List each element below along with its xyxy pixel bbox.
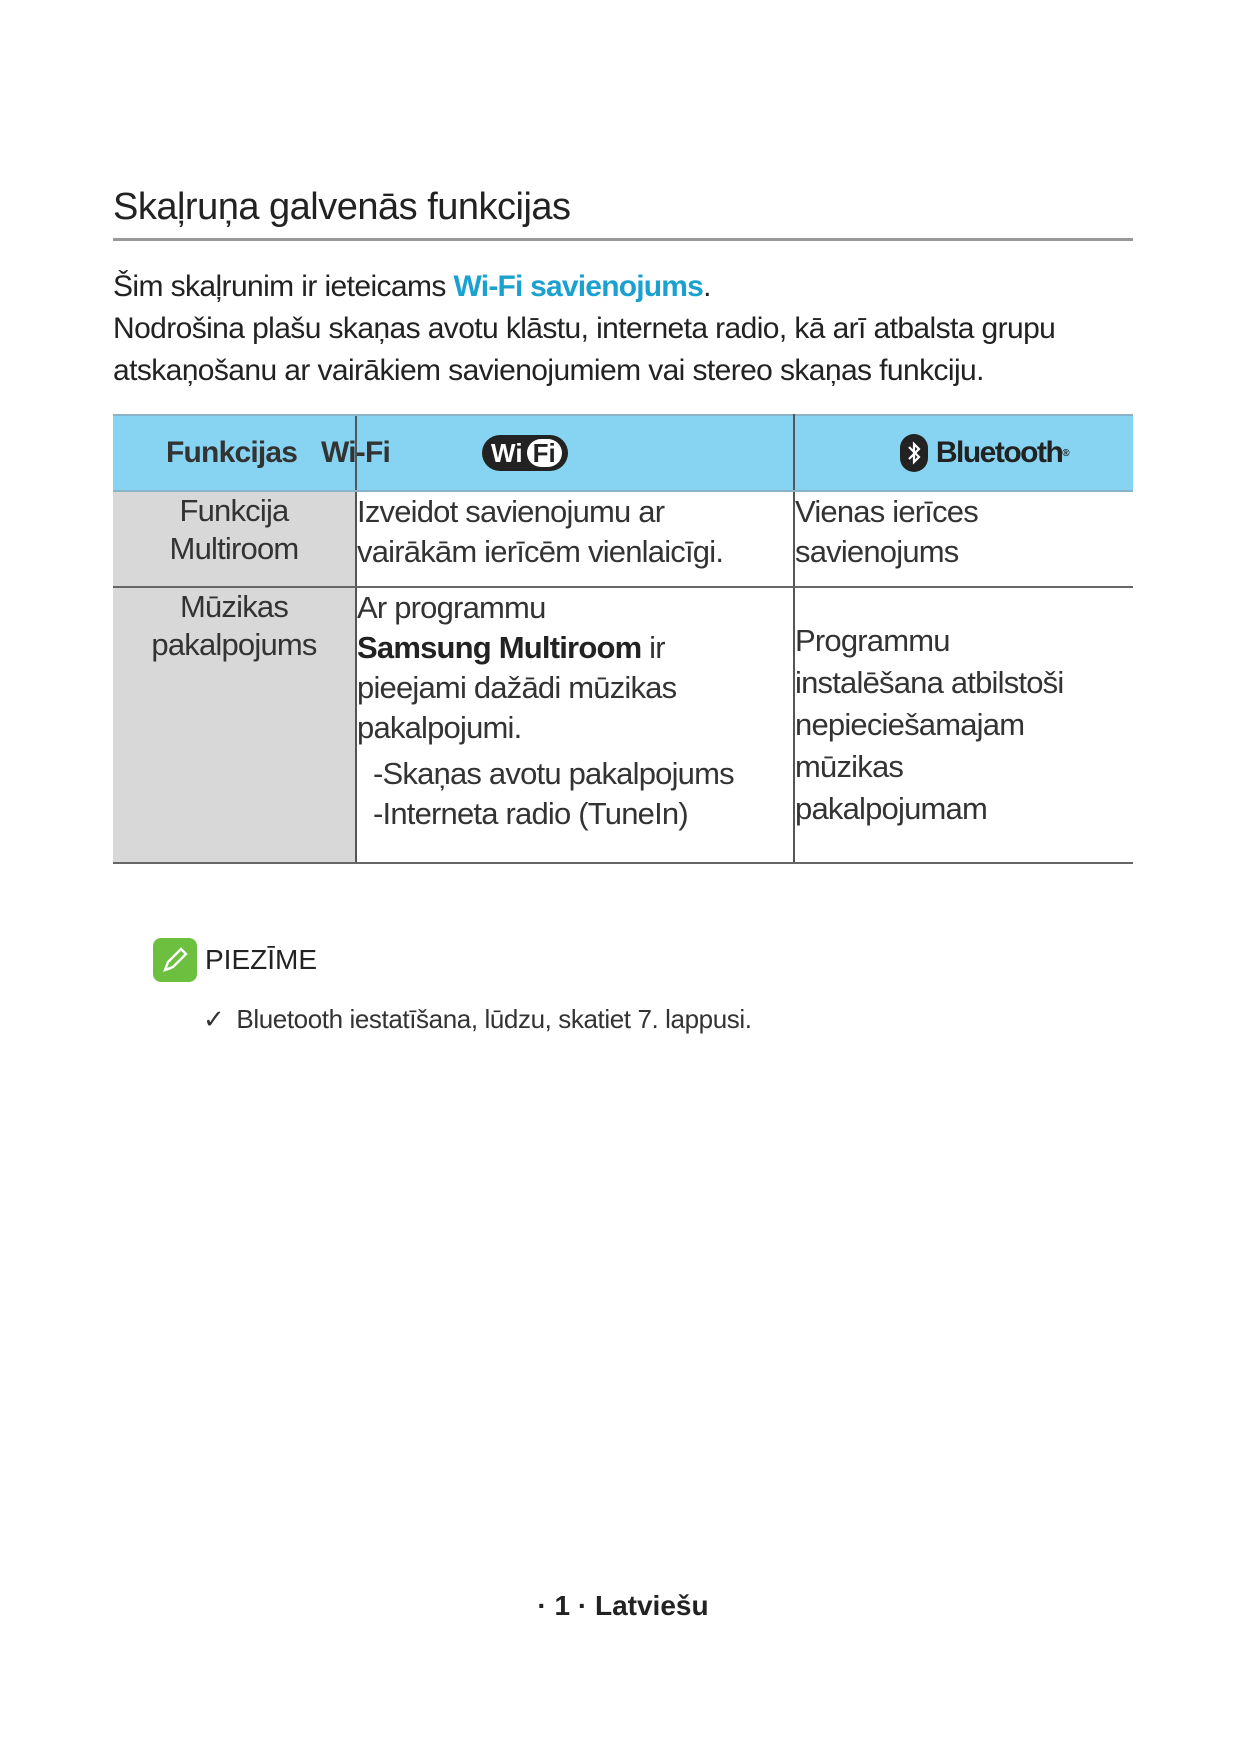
row-label-line: Mūzikas xyxy=(179,589,289,624)
page-footer: · 1 · Latviešu xyxy=(537,1590,709,1621)
cell-text-line: nepieciešamajam xyxy=(795,707,1025,742)
check-icon: ✓ xyxy=(203,1004,225,1034)
cell-text-line: pakalpojumam xyxy=(795,791,988,826)
wifi-logo xyxy=(482,435,568,471)
header-wifi-cell xyxy=(321,415,794,491)
table-row-multiroom xyxy=(113,491,1133,587)
note-item-text: Bluetooth iestatīšana, lūdzu, skatiet 7. lappusi. xyxy=(236,1004,752,1034)
note-header xyxy=(153,938,1133,982)
intro-line-3: atskaņošanu ar vairākiem savienojumiem vai stereo skaņas funkciju. xyxy=(113,354,984,387)
cell-text-line: vairākām ierīcēm vienlaicīgi. xyxy=(357,534,724,569)
title-divider xyxy=(113,238,1133,241)
intro-line-1-text: Šim skaļrunim ir ieteicams xyxy=(113,270,454,303)
bluetooth-icon xyxy=(900,434,928,472)
page-title: Skaļruņa galvenās funkcijas xyxy=(113,186,571,228)
app-name: Samsung Multiroom xyxy=(357,630,642,665)
features-table xyxy=(113,414,1133,864)
note-pencil-icon xyxy=(153,938,197,982)
cell-text-line: mūzikas xyxy=(795,749,904,784)
cell-text-line: Programmu xyxy=(795,623,950,658)
wifi-logo-fi: Fi xyxy=(527,439,562,467)
intro-line-2: Nodrošina plašu skaņas avotu klāstu, interneta radio, kā arī atbalsta grupu xyxy=(113,312,1056,345)
wifi-highlight: Wi-Fi savienojums xyxy=(453,270,704,303)
cell-text-line xyxy=(357,628,793,668)
wifi-cell-music xyxy=(356,587,794,863)
header-functions-label: Funkcijas xyxy=(166,436,298,469)
cell-sub-item: -Skaņas avotu pakalpojums xyxy=(373,756,734,791)
note-title: PIEZĪME xyxy=(205,944,318,975)
table-header-row xyxy=(113,415,1133,491)
intro-line-1 xyxy=(113,266,1133,308)
table-row-music xyxy=(113,587,1133,863)
row-label-music xyxy=(113,587,356,863)
cell-text-line: pakalpojumi. xyxy=(357,710,522,745)
row-label-line: pakalpojums xyxy=(151,627,317,662)
row-label-line: Funkcija xyxy=(179,493,289,528)
header-bluetooth-cell xyxy=(794,415,1133,491)
bt-cell-music xyxy=(794,587,1133,863)
wifi-cell-multiroom xyxy=(356,491,794,587)
row-label-line: Multiroom xyxy=(169,531,299,566)
cell-text-line: Vienas ierīces xyxy=(795,494,978,529)
wifi-logo-wi: Wi xyxy=(491,437,523,468)
row-label-multiroom xyxy=(113,491,356,587)
note-box xyxy=(153,938,1133,1035)
intro-text xyxy=(113,266,1133,392)
cell-text-line: pieejami dažādi mūzikas xyxy=(357,670,677,705)
cell-text-line: Izveidot savienojumu ar xyxy=(357,494,665,529)
bt-cell-multiroom xyxy=(794,491,1133,587)
note-item xyxy=(203,1004,1133,1035)
cell-sub-item: -Interneta radio (TuneIn) xyxy=(373,796,688,831)
registered-mark: ® xyxy=(1062,447,1069,459)
cell-text-line: instalēšana atbilstoši xyxy=(795,665,1064,700)
cell-text-line: savienojums xyxy=(795,534,959,569)
header-wifi-label: Wi-Fi xyxy=(321,436,391,469)
intro-line-1-end: . xyxy=(703,270,711,303)
cell-text-fragment: ir xyxy=(641,630,665,665)
cell-text-line: Ar programmu xyxy=(357,590,546,625)
bluetooth-logo-text: Bluetooth xyxy=(935,436,1063,469)
